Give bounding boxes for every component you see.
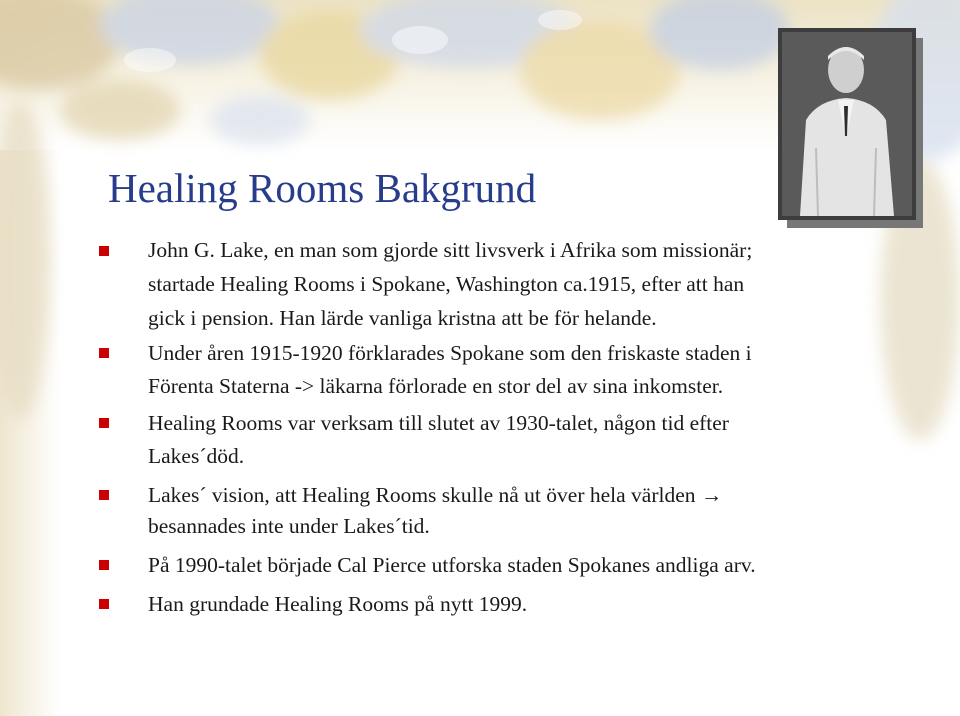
square-bullet-icon [99,418,109,428]
bullet-line: Förenta Staterna -> läkarna förlorade en stor del av sina inkomster. [148,374,724,398]
bullet-line: gick i pension. Han lärde vanliga kristna att be för helande. [148,306,657,330]
bullet-line: Han grundade Healing Rooms på nytt 1999. [148,592,528,616]
square-bullet-icon [99,599,109,609]
bullet-line: startade Healing Rooms i Spokane, Washington ca.1915, efter att han [148,272,745,296]
square-bullet-icon [99,490,109,500]
portrait-photo [778,28,916,220]
slide-title: Healing Rooms Bakgrund [108,165,537,211]
square-bullet-icon [99,246,109,256]
bullet-line: På 1990-talet började Cal Pierce utforska staden Spokanes andliga arv. [148,553,756,577]
bullet-line: besannades inte under Lakes´tid. [148,514,430,538]
bullet-line: Healing Rooms var verksam till slutet av 1930-talet, någon tid efter [148,411,729,435]
bullet-line: Under åren 1915-1920 förklarades Spokane som den friskaste staden i [148,341,752,365]
bullet-line: Lakes´ vision, att Healing Rooms skulle nå ut över hela världen → [148,483,723,507]
square-bullet-icon [99,348,109,358]
square-bullet-icon [99,560,109,570]
bullet-line: John G. Lake, en man som gjorde sitt livsverk i Afrika som missionär; [148,238,753,262]
bullet-line: Lakes´död. [148,444,245,468]
